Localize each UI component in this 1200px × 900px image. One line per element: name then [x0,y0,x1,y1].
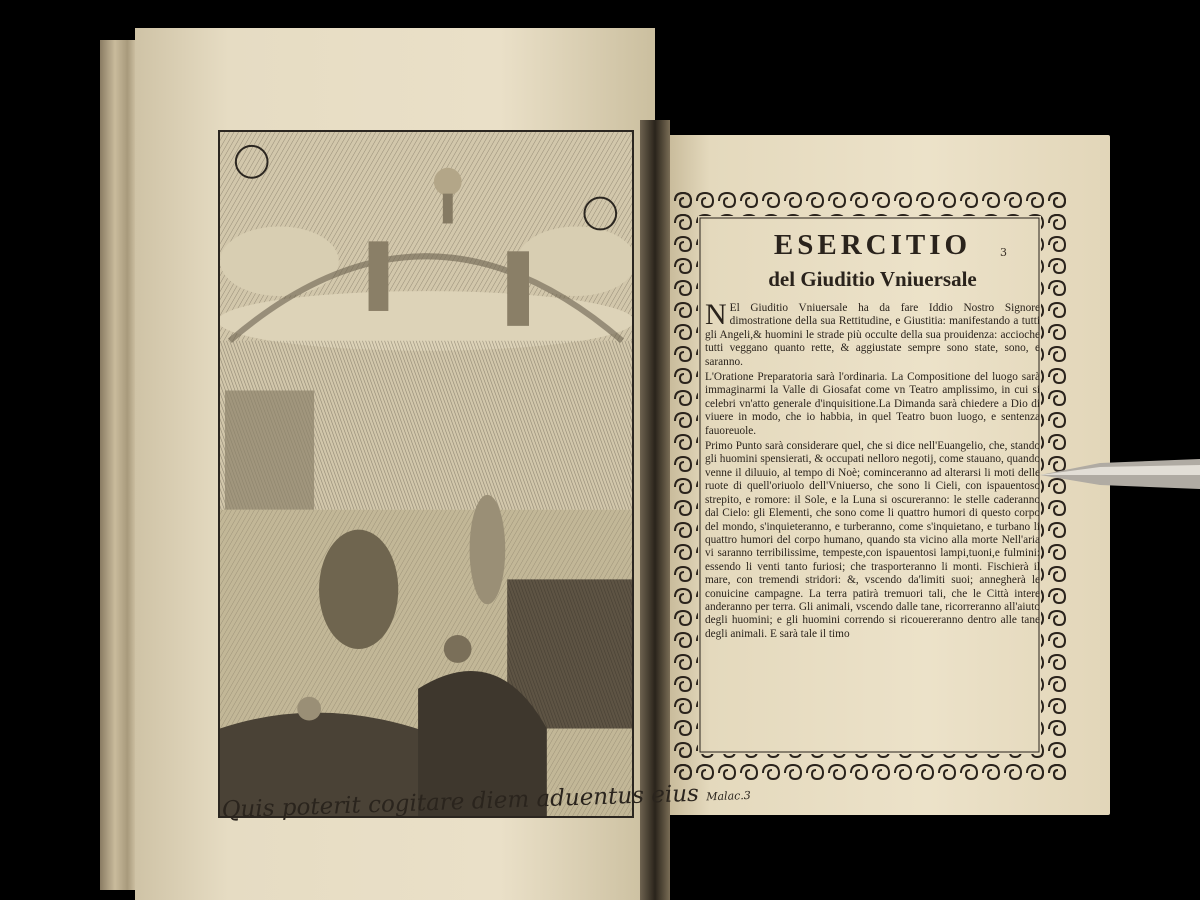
last-judgment-engraving [220,132,632,816]
paragraph-2 [705,371,1040,438]
caption-text: Quis poterit cogitare diem aduentus eius [221,780,700,824]
drop-cap: N [705,298,727,331]
text-block [705,228,1040,768]
paragraph-1 [705,298,1040,369]
caption-reference: Malac.3 [706,788,752,804]
paragraph-3 [705,440,1040,641]
paragraph-2-text: L'Oratione Preparatoria sarà l'ordinaria. La Compositione del luogo sarà immaginarmi la Valle di Giosafat come vn Teatro amplissimo, in cui si celebri vn'atto generale d'inquisitione.La Dimanda sarà chiedere a Dio di viuere in modo, che io habbia, in quel Teatro buon luogo, e sentenza fauoreuole. [705,371,1040,437]
pointer-blade [1040,455,1200,495]
blade-graphic [1040,455,1200,495]
page-subtitle: del Giuditio Vniuersale [768,267,977,291]
page-title: ESERCITIO [773,229,972,261]
paragraph-3-text: Primo Punto sarà considerare quel, che si dice nell'Euangelio, che, stando gli huomini spensierati, & occupati nelloro negotij, come stauano, quando venne il diluuio, al tempo di Noè; cominceranno ad alterarsi li moti delle ruote di quell'oriuolo dell'Vniuerso, che sono li Cieli, con ispauentoso strepito, e romore: il Sole, e la Luna si oscureranno: le stelle caderanno dal Cielo: gli Elementi, che sono come li quattro humori di questo corpo del mondo, s'inquieteranno, e turberanno, come s'inquietano, e turbano li quattro humori del corpo humano, quando sta vicino alla morte Nell'aria vi saranno terribilissime, tempeste,con ispauentosi lampi,tuoni,e fulmini: essendo li venti tanto furiosi; che trasporteranno li monti. Fischierà il mare, con tremendi stridori: &, vscendo da'limiti suoi; annegherà le conuicine campagne. La terra patirà tremuori tali, che le Città intere anderanno per terra. Gli animali, vscendo dalle tane, ricorreranno all'aiuto degli huomini; e gli huomini correndo si ricouereranno dentro alle tane degli animali. E sarà tale il timo [705,440,1040,640]
page-number: 3 [1000,246,1007,259]
engraving-plate [218,130,634,818]
paragraph-1-text: El Giuditio Vniuersale ha da fare Iddio Nostro Signore dimostratione della sua Rettitudine, e Giustitia: manifestando a tutti gli Angeli,& huomini le strade più occulte della sua prouidenza: accioche tutti veggano quanto rette, & aggiustate sempre sono state, sono, e saranno. [705,302,1040,368]
